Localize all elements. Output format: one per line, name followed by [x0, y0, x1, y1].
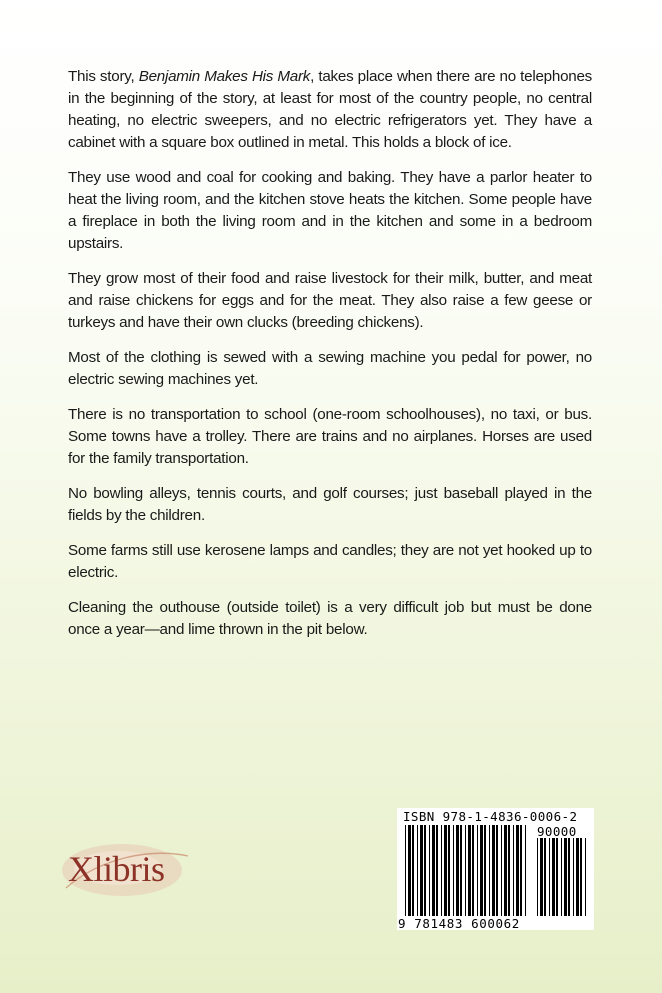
barcode-bar [453, 825, 454, 916]
barcode-bar [465, 825, 466, 916]
barcode-bar [516, 825, 519, 916]
barcode-bar [472, 825, 474, 916]
barcode-bar [424, 825, 426, 916]
barcode-bar [412, 825, 414, 916]
publisher-logo-text: Xlibris [68, 849, 165, 889]
barcode-bar [417, 825, 418, 916]
barcode-bar [549, 838, 550, 916]
barcode-bar [520, 825, 522, 916]
barcode-bar [441, 825, 442, 916]
barcode-bar [561, 838, 562, 916]
barcode-bar [544, 838, 546, 916]
book-title: Benjamin Makes His Mark [138, 68, 311, 85]
barcode-bar [477, 825, 478, 916]
barcode-bar [456, 825, 459, 916]
barcode-bar [585, 838, 586, 916]
barcode-bar [408, 825, 411, 916]
paragraph-1 [68, 66, 592, 154]
barcode-bar [576, 838, 579, 916]
barcode-bar [420, 825, 423, 916]
barcode-bar [492, 825, 495, 916]
barcode-bar [496, 825, 498, 916]
paragraph-2: They use wood and coal for cooking and baking. They have a parlor heater to heat the living room, and the kitchen stove heats the kitchen. Some people have a fireplace in both the living room and in the kitchen and some in a bedroom upstairs. [68, 169, 592, 252]
barcode-bar [568, 838, 570, 916]
barcode-bar [580, 838, 582, 916]
barcode-bar [525, 825, 526, 916]
barcode-bar [501, 825, 502, 916]
barcode-bar [405, 825, 406, 916]
paragraph-4: Most of the clothing is sewed with a sewing machine you pedal for power, no electric sewing machines yet. [68, 349, 592, 388]
paragraph-6: No bowling alleys, tennis courts, and golf courses; just baseball played in the fields by the children. [68, 485, 592, 524]
barcode-bar [468, 825, 471, 916]
barcode-bar [504, 825, 507, 916]
barcode-bar [484, 825, 486, 916]
barcode-bar [552, 838, 555, 916]
price-code: 90000 [537, 824, 577, 839]
barcode-bar [556, 838, 558, 916]
barcode-bar [429, 825, 430, 916]
barcode-bar [564, 838, 567, 916]
paragraph-3: They grow most of their food and raise livestock for their milk, butter, and meat and raise chickens for eggs and for the meat. They also raise a few geese or turkeys and have their own clucks (breeding chickens). [68, 270, 592, 331]
barcode-bar [480, 825, 483, 916]
isbn-barcode [397, 808, 594, 930]
paragraph-1-lead: This story, [68, 68, 139, 85]
barcode-bar [460, 825, 462, 916]
barcode-digits: 9 781483 600062 [398, 916, 520, 931]
barcode-bar [489, 825, 490, 916]
barcode-bar [448, 825, 450, 916]
barcode-bar [508, 825, 510, 916]
barcode-bar [436, 825, 438, 916]
barcode-bar [513, 825, 514, 916]
paragraph-8: Cleaning the outhouse (outside toilet) is a very difficult job but must be done once a year—and lime thrown in the pit below. [68, 599, 592, 638]
barcode-bar [432, 825, 435, 916]
publisher-logo [60, 838, 195, 902]
paragraph-7: Some farms still use kerosene lamps and candles; they are not yet hooked up to electric. [68, 542, 592, 581]
paragraph-1-rest: , takes place when there are no telephones in the beginning of the story, at least for most of the country people, no central heating, no electric sweepers, and no electric refrigerators yet. They have a cabinet with a square box outlined in metal. This holds a block of ice. [68, 68, 592, 151]
barcode-bar [573, 838, 574, 916]
isbn-label: ISBN 978-1-4836-0006-2 [403, 809, 578, 824]
barcode-bar [540, 838, 543, 916]
back-cover-text [68, 66, 592, 654]
barcode-bar [537, 838, 538, 916]
paragraph-5: There is no transportation to school (one-room schoolhouses), no taxi, or bus. Some towns have a trolley. There are trains and no airplanes. Horses are used for the family transportation. [68, 406, 592, 467]
barcode-bar [444, 825, 447, 916]
